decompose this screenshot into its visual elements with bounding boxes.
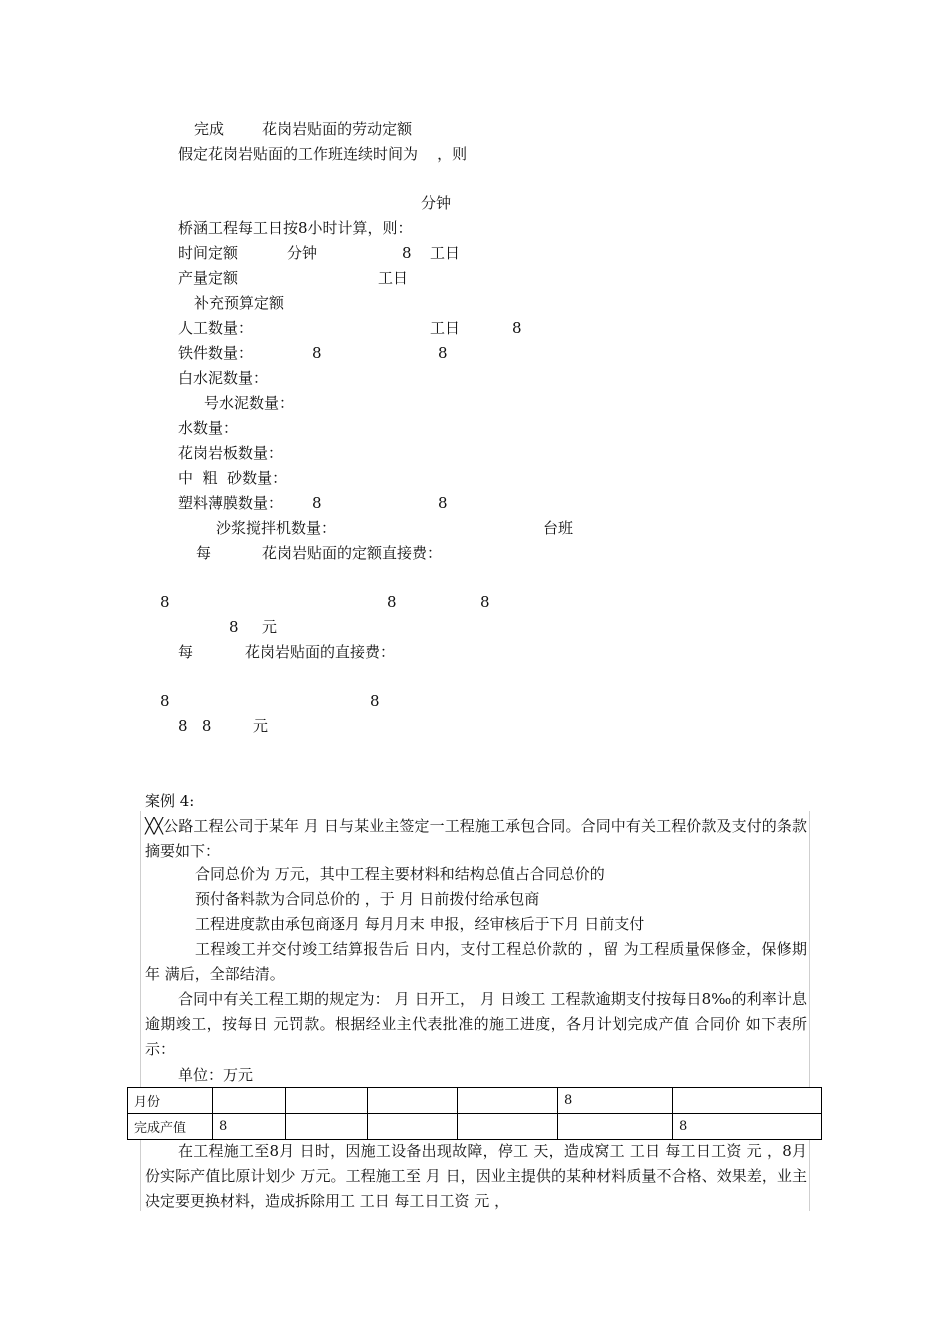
film-value-1: 8 — [312, 494, 322, 512]
direct-cost2-result: 8 8 — [178, 717, 212, 735]
direct-cost-calc-2: 8 — [387, 593, 397, 611]
table-cell: 8 — [558, 1088, 673, 1114]
direct-cost-result: 8 — [229, 618, 239, 636]
labor-qty-value: 8 — [512, 319, 522, 337]
table-cell — [558, 1114, 673, 1140]
table-cell: 完成产值 — [128, 1114, 213, 1140]
time-quota-unit: 工日 — [430, 244, 461, 262]
mixer-label: 沙浆搅拌机数量： — [216, 519, 337, 537]
table-unit-note: 单位：万元 — [178, 1066, 254, 1084]
table-cell — [368, 1114, 458, 1140]
table-row-month — [128, 1088, 822, 1114]
table-cell: 8 — [213, 1114, 286, 1140]
direct-cost2-unit: 元 — [253, 717, 269, 735]
cement-label: 号水泥数量： — [204, 394, 295, 412]
table-cell — [673, 1088, 822, 1114]
table-cell — [286, 1088, 368, 1114]
case-paragraph-contract-price: 合同总价为 万元，其中工程主要材料和结构总值占合同总价的 — [195, 865, 605, 883]
direct-cost-calc-1: 8 — [160, 593, 170, 611]
table-cell: 月份 — [128, 1088, 213, 1114]
table-cell — [458, 1114, 558, 1140]
table-cell — [368, 1088, 458, 1114]
direct-cost-label: 花岗岩贴面的定额直接费： — [262, 544, 443, 562]
table-cell — [213, 1088, 286, 1114]
labor-qty-label: 人工数量： — [178, 319, 254, 337]
direct-cost-unit: 元 — [262, 618, 278, 636]
iron-qty-value-1: 8 — [312, 344, 322, 362]
direct-cost2-per: 每 — [178, 643, 194, 661]
white-cement-label: 白水泥数量： — [178, 369, 269, 387]
quota-line-workday: 桥涵工程每工日按8小时计算，则： — [178, 219, 413, 237]
sand-label: 中 粗 砂数量： — [178, 469, 288, 487]
table-cell: 8 — [673, 1114, 822, 1140]
water-label: 水数量： — [178, 419, 239, 437]
film-value-2: 8 — [438, 494, 448, 512]
time-quota-value: 8 — [402, 244, 412, 262]
labor-qty-unit: 工日 — [430, 319, 461, 337]
quota-line-minutes: 分钟 — [421, 194, 452, 212]
schedule-table — [127, 1087, 822, 1140]
time-quota-minutes: 分钟 — [287, 244, 318, 262]
table-cell — [286, 1114, 368, 1140]
time-quota-label: 时间定额 — [178, 244, 239, 262]
film-label: 塑料薄膜数量： — [178, 494, 284, 512]
case-paragraph-schedule: 合同中有关工程工期的规定为： 月 日开工， 月 日竣工 工程款逾期支付按每日8‰的利率计息 逾期竣工，按每日 元罚款。根据经业主代表批准的施工进度，各月计划完成产值 合同价 如下表所示： — [145, 990, 807, 1058]
case-paragraph-advance: 预付备料款为合同总价的 ，于 月 日前拨付给承包商 — [195, 890, 540, 908]
case-paragraph-progress: 工程进度款由承包商逐月 每月月末 申报，经审核后于下月 日前支付 — [195, 915, 645, 933]
direct-cost2-label: 花岗岩贴面的直接费： — [245, 643, 396, 661]
table-row-output — [128, 1114, 822, 1140]
table-cell — [458, 1088, 558, 1114]
case-paragraph-intro: ╳╳公路工程公司于某年 月 日与某业主签定一工程施工承包合同。合同中有关工程价款及支付的条款摘要如下： — [145, 817, 807, 860]
supplement-quota-heading: 补充预算定额 — [194, 294, 285, 312]
iron-qty-label: 铁件数量： — [178, 344, 254, 362]
direct-cost-calc-3: 8 — [480, 593, 490, 611]
direct-cost2-calc-2: 8 — [370, 692, 380, 710]
quota-line-completion: 完成 花岗岩贴面的劳动定额 — [194, 120, 413, 138]
case-title: 案例 4: — [145, 792, 195, 810]
direct-cost-per: 每 — [196, 544, 212, 562]
mixer-unit: 台班 — [543, 519, 574, 537]
case-paragraph-completion: 工程竣工并交付竣工结算报告后 日内，支付工程总价款的 ，留 为工程质量保修金，保修期 年 满后，全部结清。 — [145, 940, 807, 983]
granite-slab-label: 花岗岩板数量： — [178, 444, 284, 462]
output-quota-label: 产量定额 — [178, 269, 239, 287]
direct-cost2-calc-1: 8 — [160, 692, 170, 710]
iron-qty-value-2: 8 — [438, 344, 448, 362]
case-paragraph-delay: 在工程施工至8月 日时，因施工设备出现故障，停工 天，造成窝工 工日 每工日工资 元 ，8月份实际产值比原计划少 万元。工程施工至 月 日，因业主提供的某种材料质量不合格、效果差，业主决定要更换材料，造成拆除用工 工日 每工日工资 元 ， — [145, 1142, 807, 1210]
output-quota-unit: 工日 — [378, 269, 409, 287]
quota-line-assumption: 假定花岗岩贴面的工作班连续时间为 ，则 — [178, 145, 468, 163]
